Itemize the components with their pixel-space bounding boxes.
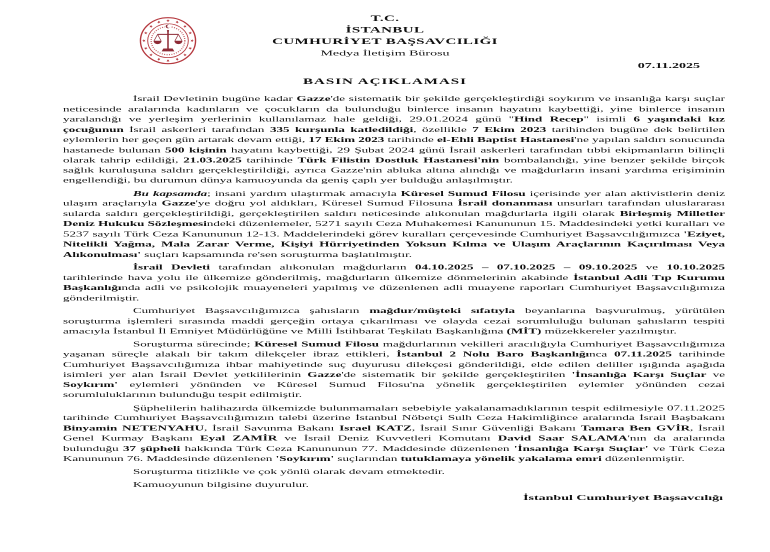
paragraph (63, 480, 725, 490)
paragraph-segment: Küresel Sumud Filosu (254, 339, 379, 348)
paragraph-segment: 500 kişinin (165, 145, 227, 154)
paragraph-segment: ve Türk Ceza Kanununun 76. Maddesinde düzenlenen (63, 444, 726, 463)
paragraph-segment: 7 Ekim 2023 (472, 125, 547, 134)
paragraph-segment: İstanbul 2 Nolu Baro Başkanlığı (396, 349, 590, 359)
document-date: 07.11.2025 (637, 62, 700, 71)
paragraph-segment: bombalandığı, yine benzer şekilde birçok sağlık kuruluşuna saldırı gerçekleştirildiği, ayrıca Gazze'nin abluka altına alındığı ve mağdurların insani yardıma erişiminin engellendiği, bu durumun dünya kamuoyunda da geniş çaplı yer bulduğu anlaşılmıştır. (63, 155, 725, 185)
paragraph-segment: unsurları tarafından uluslararası sularda saldırı gerçekleştirildiği, gerçekleştirilen saldırı neticesinde alıkonulan mağdurlarla ilgili olarak (63, 199, 725, 218)
paragraph-segment: mağdur/müşteki sıfatıyla (369, 306, 516, 315)
paragraph-segment: 'İnsanlığa Karşı Suçlar' (513, 444, 649, 453)
paragraph-segment: İsrail Devleti (133, 262, 211, 272)
paragraph-segment: Cumhuriyet Başsavcılığımızca şahısların (133, 306, 370, 315)
paragraph-segment: 17 Ekim 2023 (308, 135, 385, 144)
paragraph-segment: 'ye doğru yol aldıkları, Küresel Sumud Filosuna (195, 199, 458, 208)
paragraph (63, 339, 725, 400)
paragraph-segment: , özellikle (413, 125, 473, 134)
paragraph-segment: Soruşturma titizlikle ve çok yönlü olarak devam etmektedir. (133, 467, 445, 476)
paragraph-segment: tarihinde Cumhuriyet Başsavcılığımıza ihbar mahiyetinde suç duyurusu dilekçesi gönderildiği, elde edilen deliller ışığında aşağıda isimleri yer alan İsrail Devlet yetkililerinin (63, 349, 725, 379)
paragraph-segment: Gazze (296, 94, 331, 103)
paragraph-segment: İsrail Devletinin bugüne kadar (133, 94, 297, 103)
paragraph-segment: müzekkereler yazılmıştır. (541, 326, 677, 335)
signature-block: İstanbul Cumhuriyet Başsavcılığı (523, 493, 723, 502)
paragraph-segment: Eyal ZAMİR (200, 433, 278, 443)
paragraph (63, 403, 725, 464)
document-paragraphs (0, 87, 770, 489)
paragraph-segment: mağdurlarının vekilleri aracılığıyla Cumhuriyet Başsavcılığımıza yaşanan süreçle alakalı bir takım dilekçeler ibraz ettikleri, (63, 339, 725, 359)
paragraph-segment: ndeki düzenlemeler, 5271 sayılı Ceza Muhakemesi Kanununun 15. Maddesindeki yetki kuralları ve 5237 sayılı Türk Ceza Kanununun 12-13. Maddelerindeki görev kuralları çerçevesinde Cumhuriyet Başsavcılığımızca (63, 219, 725, 238)
paragraph-segment: düzenlenmiştir. (601, 454, 685, 463)
paragraph-segment: 07.11.2025 (614, 349, 672, 359)
paragraph-segment: Tamara Ben GVİR (580, 423, 691, 433)
paragraph-segment: suçları kapsamında re'sen soruşturma başlatılmıştır. (141, 249, 412, 259)
paragraph-segment: içerisinde yer alan aktivistlerin deniz ulaşım araçlarıyla (63, 188, 725, 208)
paragraph-segment: David Saar SALAMA (497, 433, 628, 443)
paragraph-segment: 'nın da aralarında bulunduğu (63, 433, 726, 453)
paragraph (63, 262, 725, 303)
paragraph-segment: tutuklamaya yönelik yakalama emri (400, 454, 602, 463)
paragraph-segment: İsrail askerleri tarafından (123, 125, 270, 134)
paragraph-segment: tarihinden bugüne dek belirtilen eylemlerin her geçen gün artarak devam ettiği, (63, 125, 725, 144)
paragraph-segment: ; insani yardım ulaştırmak amacıyla (207, 188, 401, 198)
paragraph-segment: 'Soykırım' (275, 454, 335, 463)
letterhead-line-city: İSTANBUL (345, 25, 425, 35)
paragraph-segment: tarihlerinde hava yolu ile ülkemize gönderilmiş, mağdurların ülkemize dönmelerinin akabinde (63, 273, 574, 282)
paragraph-segment: 'ne yapılan saldırı sonucunda hastanede bulunan (63, 135, 725, 154)
paragraph-segment: 04.10.2025 – 07.10.2025 – 09.10.2025 (415, 262, 638, 272)
paragraph (63, 306, 725, 337)
paragraph-segment: hakkında Türk Ceza Kanununun 77. Maddesinde düzenlenen (180, 444, 514, 453)
paragraph-segment: Bu kapsamda (133, 188, 208, 198)
paragraph-segment: İstanbul Adli Tıp Kurumu Başkanlığı (63, 273, 725, 292)
letterhead (0, 0, 770, 59)
paragraph-segment: Soruşturma sürecinde; (133, 339, 255, 348)
paragraph (63, 188, 725, 259)
paragraph-segment: 'İnsanlığa Karşı Suçlar (571, 370, 707, 379)
paragraph-segment: Soykırım' (63, 380, 118, 389)
paragraph-segment: Gazze (161, 199, 196, 208)
paragraph-segment: tarihinde (384, 135, 438, 144)
paragraph-segment: Hind Recep (514, 114, 584, 124)
paragraph-segment: Binyamin NETENYAHU (63, 423, 205, 433)
paragraph-segment: , İsrail Savunma Bakanı (204, 423, 340, 433)
paragraph-segment: 'de sistematik bir şekilde gerçekleştirilen (341, 370, 572, 379)
paragraph-segment: (MİT) (506, 326, 542, 335)
document-title: BASIN AÇIKLAMASI (303, 77, 467, 87)
paragraph-segment: Gazze (307, 370, 342, 379)
prosecution-office-seal-icon (139, 17, 197, 65)
paragraph-segment: " isimli (583, 114, 634, 124)
letterhead-line-tc: T.C. (370, 14, 400, 24)
paragraph-segment: 6 yaşındaki kız çocuğunun (63, 114, 725, 134)
paragraph-segment: Türk Filistin Dostluk Hastanesi'nin (297, 155, 500, 164)
paragraph-segment: 'de sistematik bir şekilde gerçekleştirdiği soykırım ve insanlığa karşı suçlar neticesinde aralarında kadınların ve çocukların da bulunduğu binlerce insanın hayatını kaybettiği, yine binlerce insanın yaralandığı ve yerleşim yerlerinin kullanılamaz hale geldiği, 29.01.2024 günü " (63, 94, 725, 124)
paragraph-segment: ve (706, 370, 725, 379)
letterhead-line-bureau: Medya İletişim Bürosu (320, 49, 450, 58)
paragraph-segment: Kamuoyunun bilgisine duyurulur. (133, 480, 309, 489)
paragraph-segment: 'Eziyet, Nitelikli Yağma, Mala Zarar Verme, Kişiyi Hürriyetinden Yoksun Kılma ve Ulaşım Araçlarının Kaçırılması Veya Alıkonulması' (63, 229, 725, 259)
paragraph (63, 94, 725, 186)
paragraph-segment: 37 şüpheli (123, 444, 181, 453)
paragraph-segment: el-Ehli Baptist Hastanesi (437, 135, 575, 144)
paragraph-segment: , İsrail Sınır Güvenliği Bakanı (411, 423, 581, 433)
paragraph-segment: nca (589, 349, 615, 359)
paragraph-segment: beyanlarına başvurulmuş, yürütülen soruşturma işlemleri sırasında maddi gerçeğin ortaya çıkarılması ve olayda cezai sorumluluğu bulunan şahısların tespiti amacıyla İstanbul İl Emniyet Müdürlüğüne ve Milli İstihbarat Teşkilatı Başkanlığına (63, 306, 725, 335)
paragraph-segment: Şüphelilerin halihazırda ülkemizde bulunmamaları sebebiyle yakalanamadıklarının tespit edilmesiyle 07.11.2025 tarihinde Cumhuriyet Başsavcılığımızın talebi üzerine İstanbul Nöbetçi Sulh Ceza Hakimliğince aralarında İsrail Başbakanı (63, 403, 725, 422)
paragraph-segment: , İsrail Genel Kurmay Başkanı (63, 423, 725, 443)
paragraph-segment: eylemleri yönünden ve Küresel Sumud Filosu'na yönelik gerçekleştirilen eylemler yönünden cezai sorumluluklarının bulunduğu tespit edilmiştir. (63, 380, 725, 399)
paragraph-segment: suçlarından (334, 454, 401, 463)
paragraph-segment: tarihinde (241, 155, 298, 164)
paragraph-segment: 10.10.2025 (666, 262, 726, 272)
paragraph-segment: nda adli ve psikolojik muayeneleri yapılmış ve düzenlenen adli muayene raporları Cumhuriyet Başsavcılığımıza gönderilmiştir. (63, 283, 725, 302)
paragraph-segment: Küresel Sumud Filosu (400, 188, 526, 198)
paragraph-segment: ve İsrail Deniz Kuvvetleri Komutanı (277, 433, 498, 443)
paragraph-segment: tarafından alıkonulan mağdurların (210, 262, 415, 272)
paragraph-segment: ve (637, 262, 667, 272)
paragraph-segment: İsrail donanması (457, 199, 553, 208)
paragraph-segment: Israel KATZ (339, 423, 412, 433)
letterhead-line-office: CUMHURİYET BAŞSAVCILIĞI (272, 37, 498, 47)
paragraph-segment: hayatını kaybettiği, 29 Şubat 2024 günü İsrail askerleri tarafından tıbbi ekipmanların bilinçli olarak tahrip edildiği, (63, 145, 725, 164)
paragraph-segment: 335 kurşunla katledildiği (269, 125, 414, 134)
paragraph-segment: 21.03.2025 (183, 155, 242, 164)
paragraph-segment: Birleşmiş Milletler Deniz Hukuku Sözleşmesi (63, 209, 725, 228)
paragraph (63, 467, 725, 477)
